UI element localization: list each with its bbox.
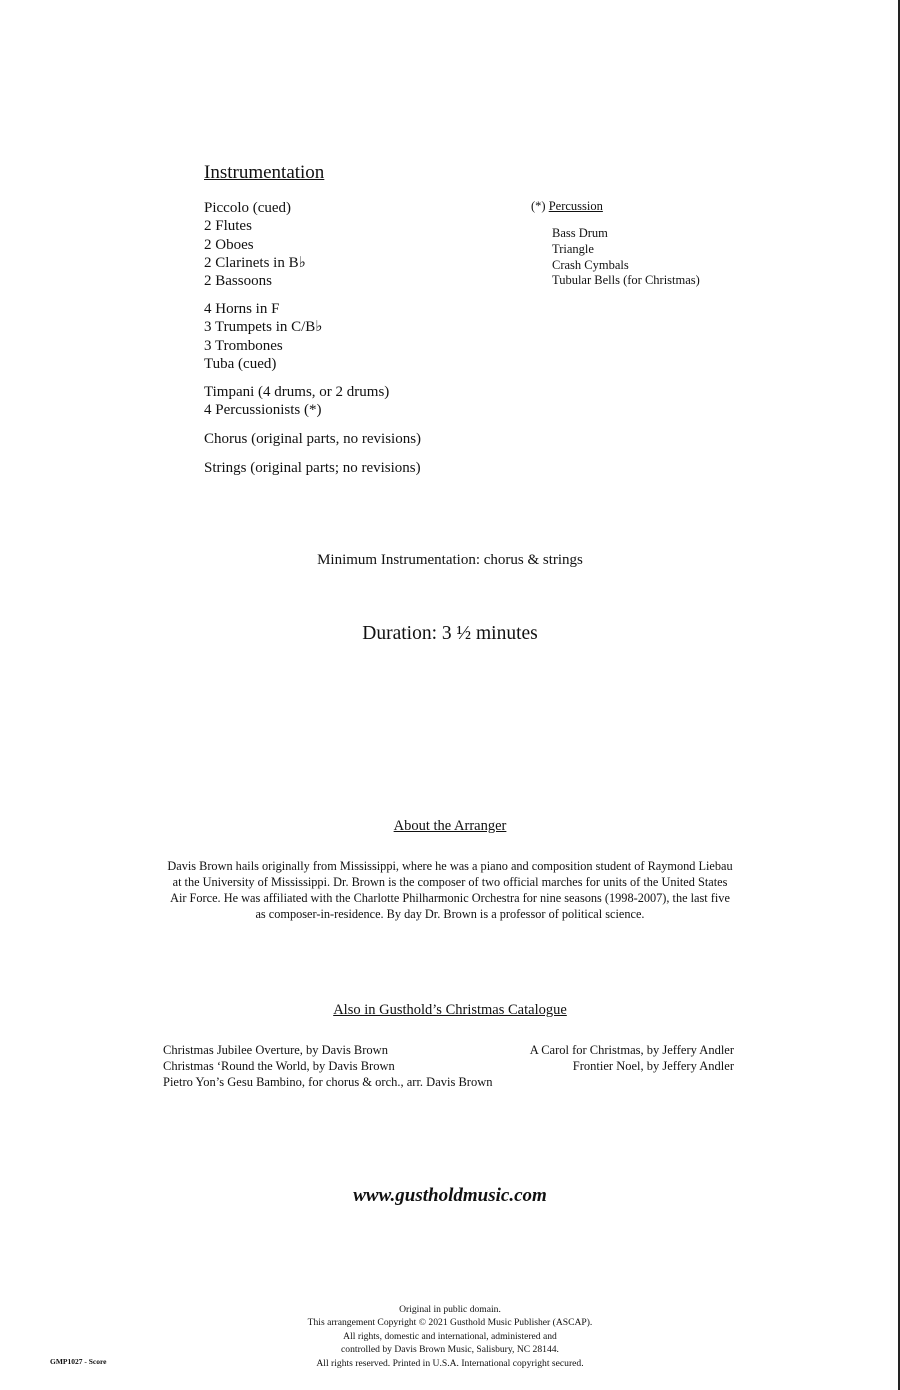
brass-group bbox=[204, 300, 322, 373]
instrument-line: 3 Trombones bbox=[204, 337, 283, 354]
about-heading bbox=[0, 818, 900, 835]
about-line: Davis Brown hails originally from Mississippi, where he was a piano and composition student of Raymond Liebau bbox=[167, 859, 733, 873]
instrument-line: 3 Trumpets in C/B♭ bbox=[204, 319, 323, 336]
instrumentation-title: Instrumentation bbox=[204, 162, 325, 183]
copyright-line: This arrangement Copyright © 2021 Gusthold Music Publisher (ASCAP). bbox=[307, 1317, 593, 1329]
duration: Duration: 3 ½ minutes bbox=[362, 623, 538, 644]
instrument-line: 4 Horns in F bbox=[204, 301, 280, 317]
copyright-line: All rights reserved. Printed in U.S.A. International copyright secured. bbox=[316, 1357, 584, 1369]
instrument-line: Piccolo (cued) bbox=[204, 200, 292, 216]
copyright-line: controlled by Davis Brown Music, Salisbury, NC 28144. bbox=[341, 1344, 559, 1356]
about-title: About the Arranger bbox=[393, 818, 507, 834]
chorus-group bbox=[204, 430, 421, 448]
instrument-line: 2 Oboes bbox=[204, 236, 254, 253]
woodwinds-group bbox=[204, 199, 306, 290]
catalogue-item: A Carol for Christmas, by Jeffery Andler bbox=[529, 1043, 734, 1057]
catalogue-item: Christmas Jubilee Overture, by Davis Brown bbox=[163, 1043, 388, 1057]
about-paragraph bbox=[130, 858, 770, 922]
catalogue-right-column bbox=[530, 1042, 734, 1074]
about-line: Air Force. He was affiliated with the Charlotte Philharmonic Orchestra for nine seasons (1998-2007), the last five bbox=[170, 891, 730, 905]
catalogue-item: Pietro Yon’s Gesu Bambino, for chorus & orch., arr. Davis Brown bbox=[163, 1075, 493, 1089]
catalogue-item: Christmas ‘Round the World, by Davis Brown bbox=[163, 1059, 395, 1073]
catalogue-item: Frontier Noel, by Jeffery Andler bbox=[572, 1059, 734, 1073]
instrument-line: 2 Bassoons bbox=[204, 273, 272, 290]
percussion-group bbox=[204, 383, 389, 420]
percussion-prefix: (*) bbox=[531, 199, 549, 213]
about-line: at the University of Mississippi. Dr. Brown is the composer of two official marches for units of the United States bbox=[172, 875, 728, 889]
percussion-list bbox=[552, 226, 700, 289]
percussion-item: Tubular Bells (for Christmas) bbox=[552, 273, 700, 288]
copyright-line: All rights, domestic and international, administered and bbox=[343, 1330, 557, 1342]
percussion-title: Percussion bbox=[548, 199, 603, 213]
minimum-instrumentation: Minimum Instrumentation: chorus & strings bbox=[317, 552, 583, 568]
percussion-item: Triangle bbox=[552, 241, 594, 256]
strings-group bbox=[204, 459, 421, 477]
copyright-line: Original in public domain. bbox=[399, 1304, 501, 1315]
about-line: as composer-in-residence. By day Dr. Brown is a professor of political science. bbox=[255, 907, 645, 921]
instrument-line: Strings (original parts; no revisions) bbox=[204, 460, 421, 476]
instrument-line: 2 Clarinets in B♭ bbox=[204, 254, 306, 271]
instrument-line: Chorus (original parts, no revisions) bbox=[204, 431, 422, 447]
percussion-item: Crash Cymbals bbox=[552, 257, 629, 272]
catalogue-left-column bbox=[163, 1042, 493, 1090]
catalogue-title: Also in Gusthold’s Christmas Catalogue bbox=[333, 1002, 567, 1018]
instrument-line: 4 Percussionists (*) bbox=[204, 402, 322, 419]
website-link[interactable]: www.gustholdmusic.com bbox=[353, 1185, 547, 1206]
copyright-notice bbox=[0, 1303, 900, 1370]
instrument-line: 2 Flutes bbox=[204, 218, 252, 235]
percussion-heading bbox=[531, 199, 603, 214]
score-code: GMP1027 - Score bbox=[50, 1357, 107, 1366]
percussion-item: Bass Drum bbox=[552, 226, 608, 240]
instrument-line: Tuba (cued) bbox=[204, 355, 277, 372]
catalogue-heading bbox=[0, 1002, 900, 1019]
instrument-line: Timpani (4 drums, or 2 drums) bbox=[204, 384, 390, 400]
